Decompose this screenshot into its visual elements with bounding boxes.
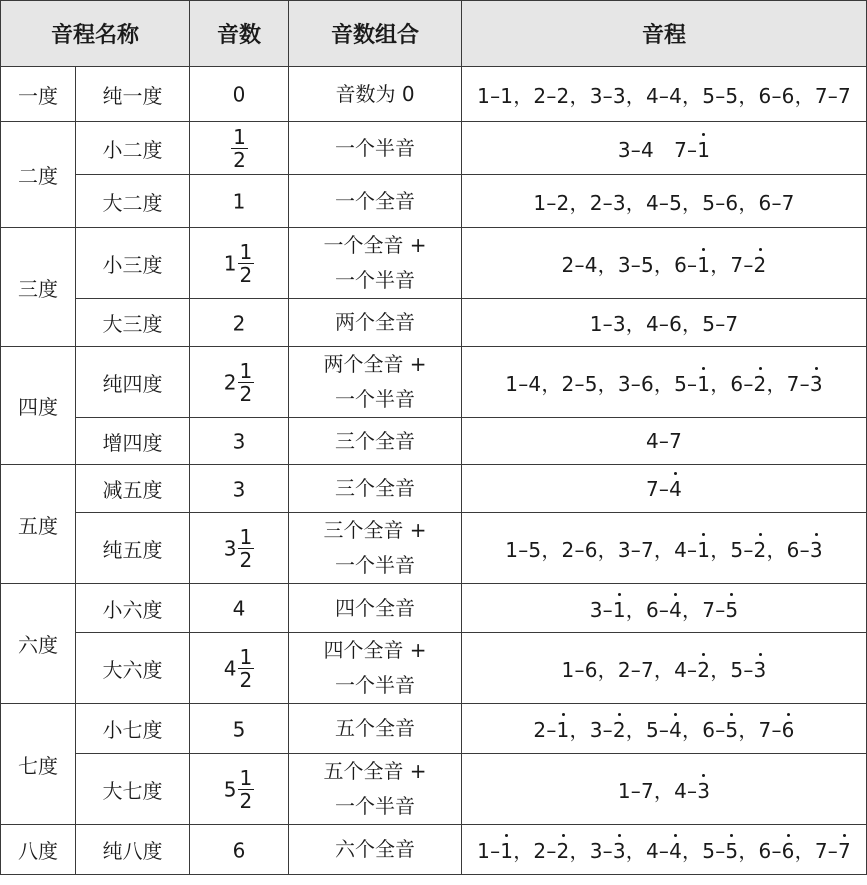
note-number: 7 — [814, 839, 828, 863]
header-row — [1, 1, 867, 67]
table-row — [1, 299, 867, 347]
degree-label: 七度 — [1, 704, 76, 825]
fraction-numerator: 1 — [239, 765, 253, 790]
high-octave-note: 6 — [781, 718, 795, 742]
high-octave-note: 5 — [725, 718, 739, 742]
high-octave-note: 1 — [500, 839, 514, 863]
high-octave-note: 1 — [612, 597, 626, 622]
note-number: 5 — [528, 537, 542, 562]
half-fraction — [238, 358, 255, 406]
note-number: 2 — [556, 83, 570, 108]
combination-line: 两个全音 + — [323, 352, 427, 376]
count-whole: 3 — [223, 536, 237, 560]
high-octave-note: 1 — [556, 718, 570, 742]
note-number: 7 — [786, 371, 800, 396]
note-number: 2 — [561, 371, 575, 396]
note-number: 4 — [674, 537, 688, 562]
header-semitone-count: 音数 — [190, 1, 289, 67]
interval-name: 增四度 — [76, 418, 190, 465]
interval-name: 小六度 — [76, 584, 190, 633]
note-number: 7 — [814, 83, 828, 108]
degree-label: 二度 — [1, 122, 76, 228]
degree-label: 一度 — [1, 67, 76, 122]
high-octave-note: 7 — [837, 839, 851, 863]
note-number: 3 — [589, 718, 603, 742]
interval-list: 4–7 — [462, 418, 867, 465]
fraction-denominator: 2 — [233, 147, 246, 172]
high-octave-note: 6 — [781, 839, 795, 863]
half-fraction — [238, 765, 255, 813]
note-number: 4 — [645, 83, 659, 108]
interval-list: 2–1，3–2，5–4，6–5，7–6 — [462, 704, 867, 754]
half-fraction — [231, 124, 248, 172]
interval-list: 2–4，3–5，6–1，7–2 — [462, 228, 867, 299]
high-octave-note: 2 — [753, 252, 767, 277]
semitone-combination — [289, 704, 462, 754]
combination-line: 三个全音 — [335, 428, 416, 453]
semitone-count — [190, 347, 289, 418]
combination-line: 四个全音 + — [323, 638, 427, 662]
semitone-count — [190, 825, 289, 875]
high-octave-note: 2 — [753, 371, 767, 396]
table-row — [1, 584, 867, 633]
table-row — [1, 122, 867, 175]
interval-name: 大六度 — [76, 633, 190, 704]
high-octave-note: 3 — [809, 537, 823, 562]
high-octave-note: 2 — [556, 839, 570, 863]
combination-line: 音数为 0 — [335, 81, 415, 106]
interval-list: 1–4，2–5，3–6，5–1，6–2，7–3 — [462, 347, 867, 418]
semitone-combination — [289, 633, 462, 704]
count-whole: 4 — [232, 596, 246, 621]
interval-name: 纯八度 — [76, 825, 190, 875]
note-number: 1 — [477, 83, 491, 108]
count-whole: 3 — [232, 429, 246, 454]
semitone-combination — [289, 347, 462, 418]
interval-name: 大二度 — [76, 175, 190, 228]
note-number: 5 — [702, 839, 716, 863]
note-number: 1 — [589, 312, 603, 336]
note-number: 2 — [533, 718, 547, 742]
count-whole: 2 — [232, 311, 246, 336]
combination-line: 五个全音 — [335, 716, 416, 740]
table-row — [1, 465, 867, 513]
note-number: 5 — [702, 312, 716, 336]
count-whole: 1 — [232, 189, 246, 214]
degree-label: 四度 — [1, 347, 76, 465]
note-number: 6 — [758, 83, 772, 108]
table-row — [1, 347, 867, 418]
note-number: 7 — [781, 190, 795, 215]
combination-line: 一个半音 — [335, 794, 416, 818]
semitone-combination — [289, 418, 462, 465]
semitone-count — [190, 418, 289, 465]
semitone-count — [190, 465, 289, 513]
semitone-combination — [289, 465, 462, 513]
high-octave-note: 5 — [725, 839, 739, 863]
table-row — [1, 513, 867, 584]
note-number: 5 — [702, 190, 716, 215]
combination-line: 一个半音 — [335, 553, 416, 577]
note-number: 5 — [702, 83, 716, 108]
note-number: 5 — [730, 537, 744, 562]
note-number: 4 — [645, 839, 659, 863]
combination-line: 五个全音 + — [323, 759, 427, 783]
note-number: 5 — [645, 718, 659, 742]
high-octave-note: 3 — [612, 839, 626, 863]
interval-list: 3–4 7–1 — [462, 122, 867, 175]
semitone-count — [190, 122, 289, 175]
note-number: 6 — [730, 371, 744, 396]
note-number: 2 — [617, 657, 631, 682]
interval-name: 减五度 — [76, 465, 190, 513]
header-interval-name: 音程名称 — [1, 1, 190, 67]
fraction-numerator: 1 — [239, 524, 253, 549]
note-number: 3 — [617, 537, 631, 562]
high-octave-note: 5 — [725, 597, 739, 622]
note-number: 5 — [584, 371, 598, 396]
note-number: 2 — [589, 190, 603, 215]
note-number: 7 — [837, 83, 851, 108]
interval-list: 1–3，4–6，5–7 — [462, 299, 867, 347]
count-whole: 3 — [232, 477, 246, 502]
count-whole: 0 — [232, 82, 246, 107]
note-number: 1 — [617, 778, 631, 803]
table-row — [1, 228, 867, 299]
interval-name: 纯一度 — [76, 67, 190, 122]
note-number: 5 — [669, 190, 683, 215]
note-number: 7 — [640, 657, 654, 682]
note-number: 2 — [533, 83, 547, 108]
note-number: 1 — [477, 839, 491, 863]
note-number: 2 — [556, 190, 570, 215]
half-fraction — [238, 239, 255, 287]
combination-line: 六个全音 — [335, 837, 416, 861]
semitone-combination — [289, 175, 462, 228]
combination-line: 一个全音 — [335, 188, 416, 213]
semitone-count — [190, 513, 289, 584]
degree-label: 三度 — [1, 228, 76, 347]
half-fraction — [238, 524, 255, 572]
note-number: 3 — [612, 312, 626, 336]
combination-line: 一个半音 — [335, 673, 416, 697]
semitone-combination — [289, 122, 462, 175]
combination-line: 一个半音 — [335, 387, 416, 411]
note-number: 4 — [645, 312, 659, 336]
interval-name: 纯五度 — [76, 513, 190, 584]
note-number: 7 — [702, 597, 716, 622]
interval-name: 纯四度 — [76, 347, 190, 418]
combination-line: 一个半音 — [335, 268, 416, 292]
count-whole: 2 — [223, 370, 237, 394]
semitone-combination — [289, 67, 462, 122]
table-body — [1, 67, 867, 875]
high-octave-note: 4 — [669, 597, 683, 622]
note-number: 6 — [584, 657, 598, 682]
fraction-denominator: 2 — [239, 262, 253, 287]
note-number: 5 — [674, 371, 688, 396]
high-octave-note: 2 — [697, 657, 711, 682]
note-number: 3 — [589, 597, 603, 622]
semitone-count — [190, 175, 289, 228]
half-fraction — [238, 644, 255, 692]
interval-list: 1–1，2–2，3–3，4–4，5–5，6–6，7–7 — [462, 67, 867, 122]
high-octave-note: 4 — [669, 718, 683, 742]
note-number: 4 — [674, 657, 688, 682]
note-number: 7 — [640, 778, 654, 803]
semitone-count — [190, 704, 289, 754]
count-whole: 5 — [223, 777, 237, 801]
note-number: 3 — [612, 190, 626, 215]
degree-label: 六度 — [1, 584, 76, 704]
semitone-count — [190, 584, 289, 633]
combination-line: 三个全音 + — [323, 518, 427, 542]
high-octave-note: 2 — [612, 718, 626, 742]
note-number: 4 — [645, 190, 659, 215]
semitone-combination — [289, 754, 462, 825]
note-number: 4 — [645, 429, 659, 453]
note-number: 6 — [758, 839, 772, 863]
count-whole: 5 — [232, 717, 246, 742]
interval-list: 3–1，6–4，7–5 — [462, 584, 867, 633]
header-intervals: 音程 — [462, 1, 867, 67]
note-number: 7 — [645, 476, 659, 501]
interval-list: 1–2，2–3，4–5，5–6，6–7 — [462, 175, 867, 228]
note-number: 4 — [528, 371, 542, 396]
note-number: 1 — [505, 371, 519, 396]
note-number: 6 — [702, 718, 716, 742]
note-number: 2 — [561, 252, 575, 277]
high-octave-note: 4 — [669, 476, 683, 501]
combination-line: 四个全音 — [335, 595, 416, 620]
note-number: 7 — [669, 429, 683, 453]
semitone-combination — [289, 299, 462, 347]
note-number: 3 — [589, 83, 603, 108]
note-number: 1 — [533, 190, 547, 215]
note-number: 4 — [674, 778, 688, 803]
note-number: 6 — [640, 371, 654, 396]
semitone-count — [190, 633, 289, 704]
combination-line: 三个全音 — [335, 476, 416, 500]
note-number: 2 — [561, 537, 575, 562]
note-number: 7 — [758, 718, 772, 742]
interval-name: 小二度 — [76, 122, 190, 175]
high-octave-note: 1 — [697, 137, 711, 162]
note-number: 6 — [758, 190, 772, 215]
fraction-numerator: 1 — [239, 358, 253, 383]
high-octave-note: 4 — [669, 839, 683, 863]
table-row — [1, 825, 867, 875]
semitone-count — [190, 228, 289, 299]
count-whole: 1 — [223, 251, 237, 275]
table-row — [1, 418, 867, 465]
note-number: 7 — [674, 137, 688, 162]
semitone-count — [190, 299, 289, 347]
count-whole: 6 — [232, 838, 246, 863]
note-number: 7 — [640, 537, 654, 562]
interval-list: 1–6，2–7，4–2，5–3 — [462, 633, 867, 704]
note-number: 6 — [786, 537, 800, 562]
interval-list: 1–5，2–6，3–7，4–1，5–2，6–3 — [462, 513, 867, 584]
note-number: 1 — [561, 657, 575, 682]
note-number: 6 — [725, 190, 739, 215]
interval-name: 大七度 — [76, 754, 190, 825]
note-number: 6 — [584, 537, 598, 562]
note-number: 4 — [640, 137, 654, 162]
high-octave-note: 1 — [697, 537, 711, 562]
high-octave-note: 3 — [753, 657, 767, 682]
high-octave-note: 1 — [697, 252, 711, 277]
table-row — [1, 633, 867, 704]
semitone-count — [190, 67, 289, 122]
high-octave-note: 1 — [697, 371, 711, 396]
note-number: 6 — [669, 312, 683, 336]
fraction-denominator: 2 — [239, 381, 253, 406]
table-row — [1, 67, 867, 122]
note-number: 1 — [500, 83, 514, 108]
note-number: 4 — [584, 252, 598, 277]
note-number: 3 — [617, 137, 631, 162]
interval-name: 大三度 — [76, 299, 190, 347]
fraction-denominator: 2 — [239, 667, 253, 692]
fraction-denominator: 2 — [239, 788, 253, 813]
fraction-numerator: 1 — [233, 124, 246, 149]
combination-line: 一个半音 — [335, 135, 416, 160]
note-number: 7 — [725, 312, 739, 336]
note-number: 3 — [612, 83, 626, 108]
note-number: 6 — [781, 83, 795, 108]
table-row — [1, 704, 867, 754]
note-number: 1 — [505, 537, 519, 562]
note-number: 3 — [617, 252, 631, 277]
note-number: 6 — [645, 597, 659, 622]
interval-name: 小三度 — [76, 228, 190, 299]
note-number: 2 — [533, 839, 547, 863]
combination-line: 一个全音 + — [323, 233, 427, 257]
high-octave-note: 3 — [809, 371, 823, 396]
table-row — [1, 175, 867, 228]
semitone-combination — [289, 513, 462, 584]
interval-list: 7–4 — [462, 465, 867, 513]
note-number: 4 — [669, 83, 683, 108]
high-octave-note: 3 — [697, 778, 711, 803]
semitone-combination — [289, 825, 462, 875]
degree-label: 五度 — [1, 465, 76, 584]
degree-label: 八度 — [1, 825, 76, 875]
semitone-combination — [289, 584, 462, 633]
note-number: 5 — [730, 657, 744, 682]
note-number: 3 — [617, 371, 631, 396]
table-row — [1, 754, 867, 825]
combination-line: 两个全音 — [335, 310, 416, 334]
header-combination: 音数组合 — [289, 1, 462, 67]
fraction-numerator: 1 — [239, 644, 253, 669]
note-number: 3 — [589, 839, 603, 863]
interval-list: 1–7，4–3 — [462, 754, 867, 825]
interval-list: 1–1，2–2，3–3，4–4，5–5，6–6，7–7 — [462, 825, 867, 875]
semitone-combination — [289, 228, 462, 299]
fraction-numerator: 1 — [239, 239, 253, 264]
note-number: 6 — [674, 252, 688, 277]
fraction-denominator: 2 — [239, 547, 253, 572]
note-number: 5 — [640, 252, 654, 277]
count-whole: 4 — [223, 656, 237, 680]
note-number: 5 — [725, 83, 739, 108]
note-number: 7 — [730, 252, 744, 277]
interval-name: 小七度 — [76, 704, 190, 754]
semitone-count — [190, 754, 289, 825]
high-octave-note: 2 — [753, 537, 767, 562]
